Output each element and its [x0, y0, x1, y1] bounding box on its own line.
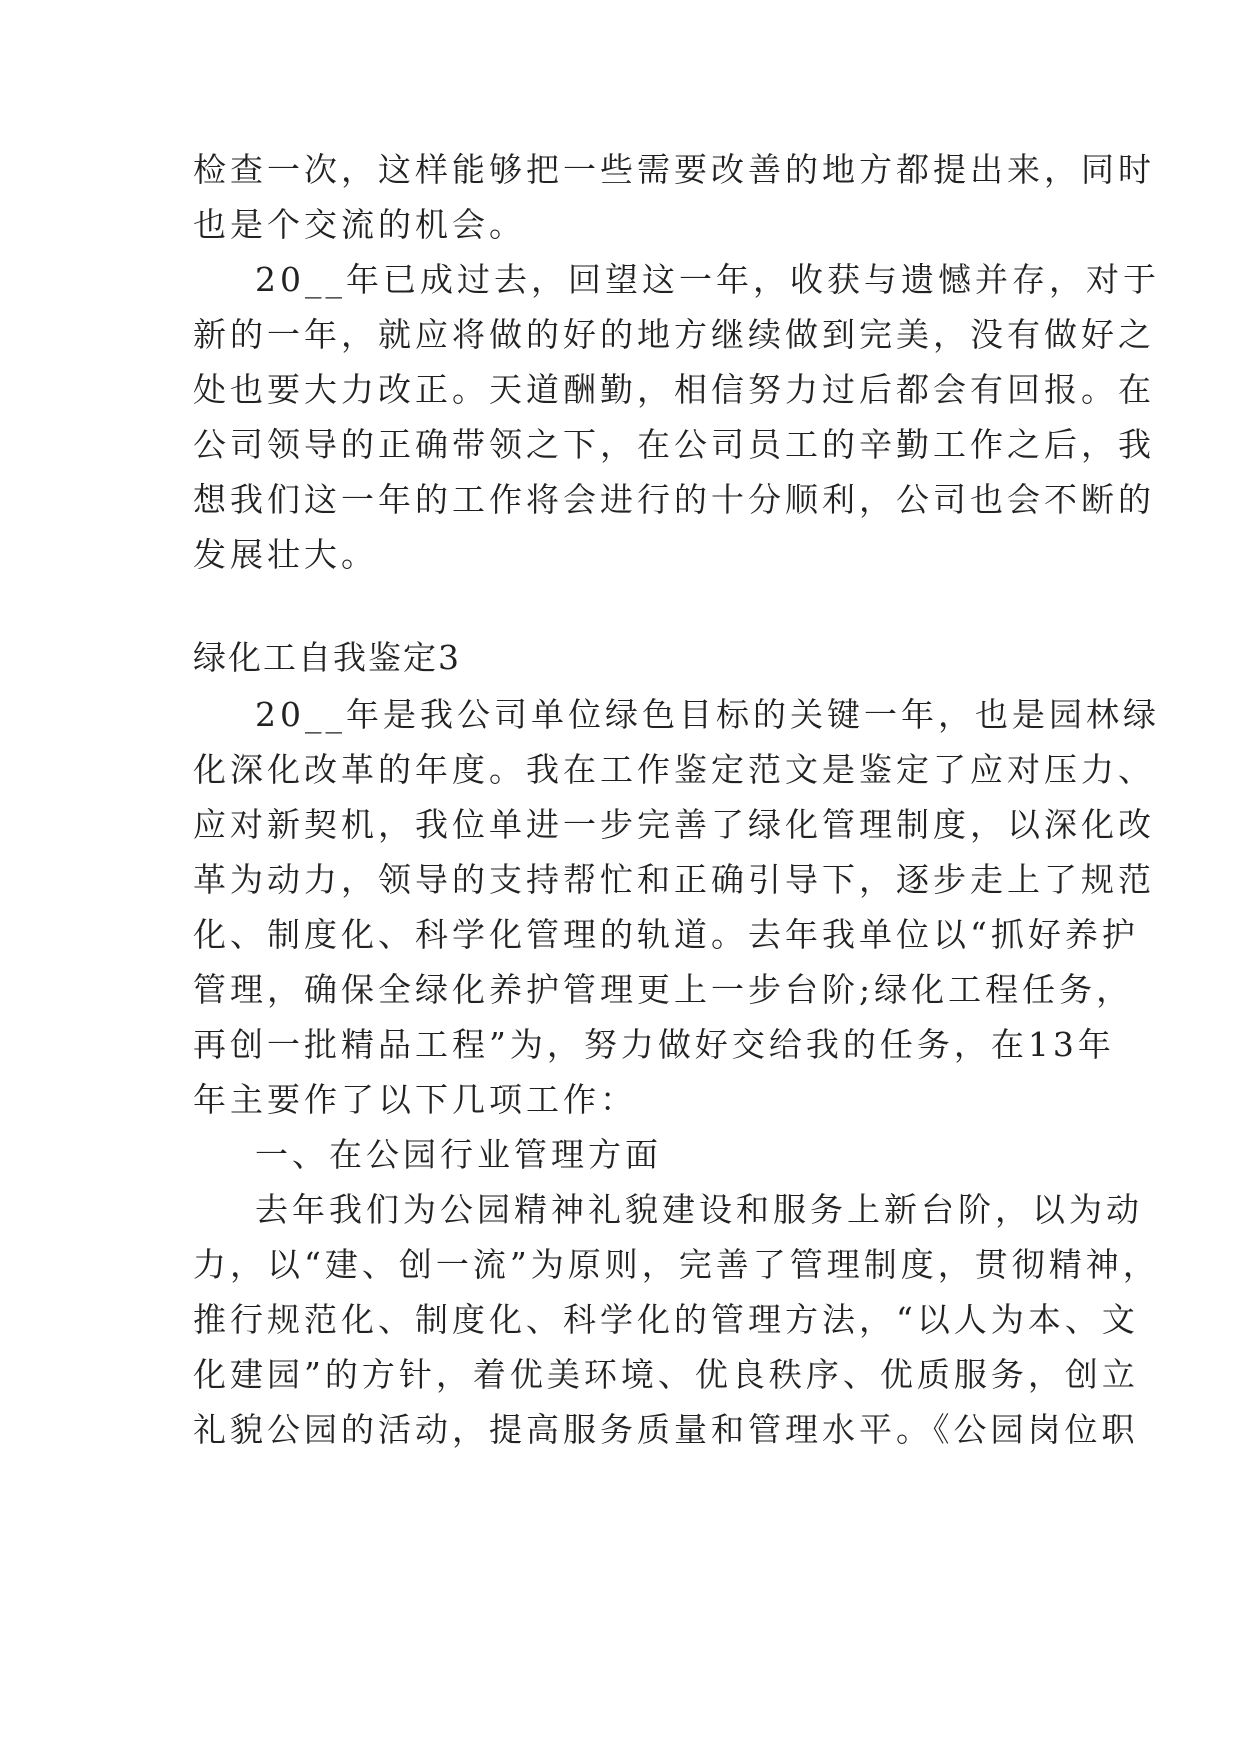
paragraph-line: 新的一年，就应将做的好的地方继续做到完美，没有做好之	[193, 315, 1155, 354]
paragraph-line: 化建园”的方针，着优美环境、优良秩序、优质服务，创立	[193, 1355, 1139, 1394]
paragraph-line: 发展壮大。	[193, 535, 378, 574]
paragraph-line: 年主要作了以下几项工作：	[193, 1080, 637, 1119]
paragraph-line: 检查一次，这样能够把一些需要改善的地方都提出来，同时	[193, 150, 1155, 189]
paragraph-line: 革为动力，领导的支持帮忙和正确引导下，逐步走上了规范	[193, 860, 1155, 899]
paragraph-line: 20__年已成过去，回望这一年，收获与遗憾并存，对于	[255, 260, 1160, 299]
paragraph-line: 想我们这一年的工作将会进行的十分顺利，公司也会不断的	[193, 480, 1155, 519]
paragraph-line: 力，以“建、创一流”为原则，完善了管理制度，贯彻精神，	[193, 1245, 1160, 1284]
paragraph-line: 20__年是我公司单位绿色目标的关键一年，也是园林绿	[255, 695, 1160, 734]
paragraph-line: 化、制度化、科学化管理的轨道。去年我单位以“抓好养护	[193, 915, 1139, 954]
subsection-heading: 一、在公园行业管理方面	[255, 1135, 662, 1174]
paragraph-line: 礼貌公园的活动，提高服务质量和管理水平。《公园岗位职	[193, 1410, 1139, 1449]
section-heading: 绿化工自我鉴定3	[193, 638, 461, 677]
paragraph-line: 推行规范化、制度化、科学化的管理方法，“以人为本、文	[193, 1300, 1139, 1339]
paragraph-line: 再创一批精品工程”为，努力做好交给我的任务，在13年	[193, 1025, 1115, 1064]
paragraph-line: 公司领导的正确带领之下，在公司员工的辛勤工作之后，我	[193, 425, 1155, 464]
paragraph-line: 应对新契机，我位单进一步完善了绿化管理制度，以深化改	[193, 805, 1155, 844]
paragraph-line: 处也要大力改正。天道酬勤，相信努力过后都会有回报。在	[193, 370, 1155, 409]
paragraph-line: 去年我们为公园精神礼貌建设和服务上新台阶，以为动	[255, 1190, 1143, 1229]
paragraph-line: 化深化改革的年度。我在工作鉴定范文是鉴定了应对压力、	[193, 750, 1155, 789]
paragraph-line: 管理，确保全绿化养护管理更上一步台阶;绿化工程任务，	[193, 970, 1134, 1009]
paragraph-line: 也是个交流的机会。	[193, 205, 526, 244]
